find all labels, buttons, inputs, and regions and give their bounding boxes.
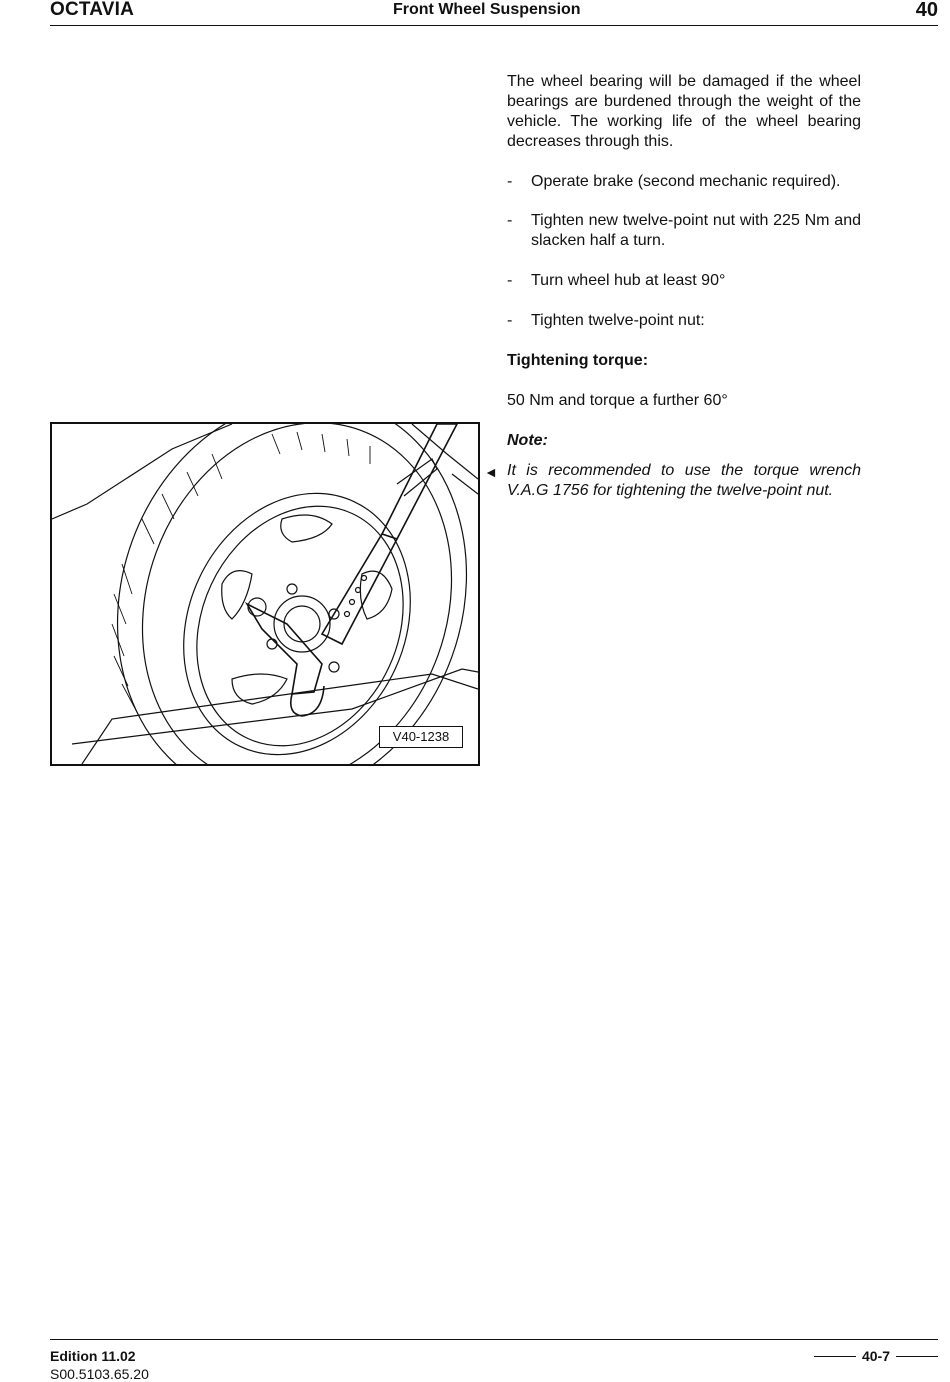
step-text: Tighten new twelve-point nut with 225 Nm and slacken half a turn. [531,212,861,249]
step-marker: - [507,212,513,229]
header-model: OCTAVIA [50,0,135,20]
header-section-title: Front Wheel Suspension [393,1,581,18]
step-marker: - [507,173,513,190]
page-number-left-rule [814,1356,856,1357]
page-number-right-rule [896,1356,938,1357]
footer-edition: Edition 11.02 [50,1348,136,1364]
torque-value: 50 Nm and torque a further 60° [507,392,728,409]
header-divider [50,25,938,26]
note-text: It is recommended to use the torque wrench V.A.G 1756 for tightening the twelve-point nut. [507,462,861,499]
note-pointer-arrow-icon: ◄ [484,464,498,480]
footer-page-number [814,1348,938,1364]
step-item [507,271,861,291]
note-title: Note: [507,432,548,449]
footer-divider [50,1339,938,1340]
header-chapter-number: 40 [915,0,938,21]
wheel-torque-wrench-illustration [52,424,478,764]
figure-label: V40-1238 [379,726,463,748]
warning-paragraph: The wheel bearing will be damaged if the wheel bearings are burdened through the weight of the vehicle. The working life of the wheel bearing decreases through this. [507,73,861,150]
step-item [507,172,861,192]
wheel-torque-figure [50,422,480,766]
step-text: Tighten twelve-point nut: [531,312,705,329]
torque-heading: Tightening torque: [507,352,649,369]
page-number-text: 40-7 [861,1348,890,1364]
step-item [507,211,861,251]
step-text: Turn wheel hub at least 90° [531,272,726,289]
footer-document-code: S00.5103.65.20 [50,1366,149,1382]
step-text: Operate brake (second mechanic required). [531,173,841,190]
step-marker: - [507,272,513,289]
step-marker: - [507,312,513,329]
step-item [507,311,861,331]
